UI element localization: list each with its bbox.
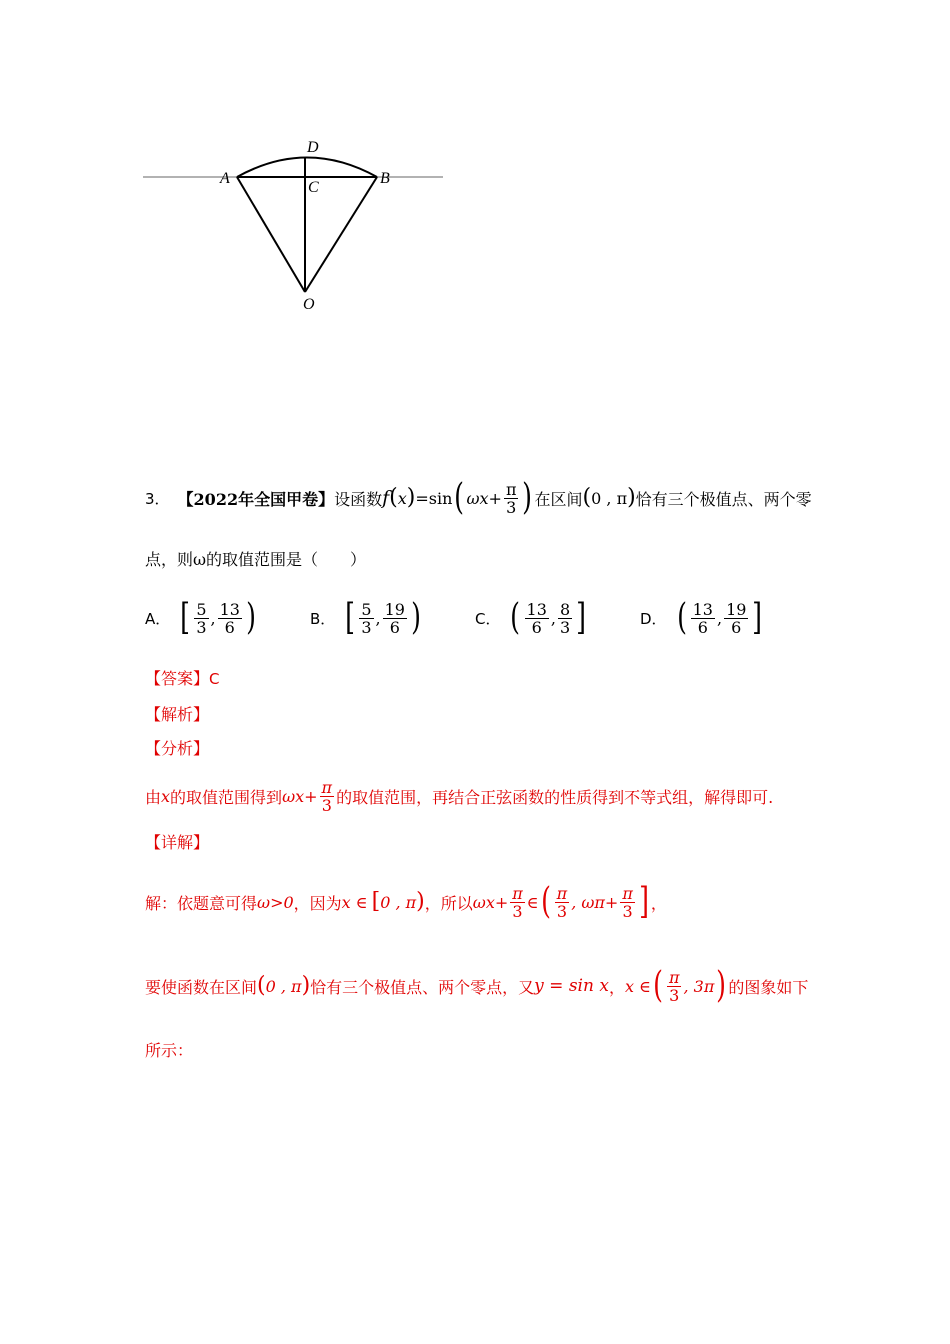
interval-inner: 0 , π [591, 488, 628, 508]
option-d-close: ] [752, 597, 763, 638]
label-d: D [307, 139, 319, 156]
option-d-frac2: $\frac{19}{6}$ [726, 599, 747, 637]
detail2-interval: 0 , π [265, 976, 302, 996]
detail2-p2: 恰有三个极值点、两个零点，又 [310, 977, 535, 997]
option-c-comma: , [550, 608, 556, 628]
pi-over-3: $\frac{\pi}{3}$ [505, 479, 517, 517]
question-number: 3． [145, 489, 170, 508]
label-a: A [220, 170, 230, 187]
detail2-big-close: ) [716, 965, 727, 1006]
option-d-open: ( [676, 597, 687, 638]
interval-open: ( [582, 485, 592, 510]
question-line-2: 点，则ω的取值范围是（ ） [145, 550, 367, 569]
detail1-p3: ，所以 [424, 893, 473, 913]
option-a-close: ) [246, 597, 256, 638]
option-b-open: [ [345, 597, 356, 638]
detail1-interval-close: ) [416, 889, 425, 914]
fenxi-p2: 的取值范围得到 [170, 787, 283, 807]
option-c-frac1: $\frac{13}{6}$ [526, 599, 547, 637]
big-paren-open: ( [454, 477, 465, 518]
label-b: B [380, 170, 390, 187]
detail2-big-open: ( [653, 965, 663, 1006]
arc-adb [237, 158, 377, 178]
text-interval: 在区间 [534, 489, 583, 509]
label-c: C [308, 179, 319, 196]
segment-oa [237, 177, 305, 292]
detail2-comma: ， [608, 977, 625, 997]
detail1-p2: ，因为 [293, 893, 342, 913]
func-x: x [397, 488, 407, 508]
option-b-close: ) [411, 597, 421, 638]
analysis-tag: 【解析】 [145, 705, 210, 724]
option-c-open: ( [510, 597, 521, 638]
eq-sin: =sin [415, 488, 453, 508]
omega-x: ωx+ [466, 488, 502, 508]
option-b-comma: , [375, 608, 381, 628]
option-d-comma: , [716, 608, 723, 628]
question-text1: 设函数 [334, 489, 383, 509]
sector-diagram [140, 130, 450, 320]
paren-open: ( [389, 485, 398, 510]
question-line-1 [145, 474, 812, 522]
detail1-p4: ， [650, 893, 667, 913]
detail1-big-open: ( [540, 881, 551, 922]
option-a-frac1: $\frac{5}{3}$ [196, 599, 207, 637]
detail-line-1 [145, 878, 667, 926]
detail2-p1: 要使函数在区间 [145, 977, 258, 997]
option-b-label: B． [310, 609, 336, 628]
func-f: f [382, 487, 390, 509]
fenxi-line [145, 775, 773, 817]
detail2-pi-over-3: $\frac{\pi}{3}$ [668, 967, 680, 1005]
option-b-frac2: $\frac{19}{6}$ [384, 599, 405, 637]
answer-value: C [209, 670, 220, 688]
detail1-omega-pi: , ωπ+ [571, 892, 619, 912]
detail2-x-in: x ∈ [624, 976, 651, 996]
option-a-open: [ [180, 597, 191, 638]
detail1-x-in: x ∈ [341, 892, 368, 912]
option-d-label: D． [640, 609, 667, 628]
detail1-cond: ω>0 [257, 892, 294, 912]
detail2-p3: 的图象如下 [728, 977, 809, 997]
detail1-p1: 解：依题意可得 [145, 893, 258, 913]
detail1-omega-x: ωx+ [472, 892, 509, 912]
big-paren-close: ) [522, 477, 533, 518]
option-c-frac2: $\frac{8}{3}$ [559, 599, 571, 637]
option-a[interactable] [145, 594, 258, 642]
detail1-interval: 0 , π [380, 892, 417, 912]
detail1-in: ∈ [526, 892, 539, 912]
option-b-frac1: $\frac{5}{3}$ [361, 599, 372, 637]
option-b[interactable] [310, 594, 423, 642]
detail2-interval-open: ( [257, 973, 266, 998]
detail2-interval-close: ) [301, 973, 311, 998]
detail-tag: 【详解】 [145, 833, 210, 852]
detail-line-2 [145, 962, 808, 1010]
paren-close: ) [406, 485, 416, 510]
fenxi-p3: 的取值范围，再结合正弦函数的性质得到不等式组，解得即可. [336, 787, 774, 807]
option-c-label: C． [475, 609, 501, 628]
fenxi-pi-over-3: $\frac{\pi}{3}$ [321, 777, 333, 815]
fenxi-x: x [161, 786, 171, 806]
option-a-frac2: $\frac{13}{6}$ [219, 599, 240, 637]
detail1-interval-open: [ [371, 889, 381, 914]
detail1-pi-over-3-a: $\frac{\pi}{3}$ [512, 883, 523, 921]
detail1-big-close: ] [638, 881, 649, 922]
detail1-pi-over-3-b: $\frac{\pi}{3}$ [556, 883, 568, 921]
detail2-three-pi: , 3π [683, 976, 715, 996]
detail2-ysin: y = sin x [534, 976, 609, 996]
question-text2: 恰有三个极值点、两个零 [635, 489, 812, 509]
interval-close: ) [627, 485, 636, 510]
option-c-close: ] [576, 597, 587, 638]
option-c[interactable] [475, 594, 588, 642]
fenxi-p1: 由 [145, 787, 162, 807]
fenxi-tag: 【分析】 [145, 739, 210, 758]
option-a-label: A． [145, 609, 171, 628]
option-a-comma: , [210, 608, 216, 628]
answer-line [145, 669, 220, 689]
option-d[interactable] [640, 594, 764, 642]
option-d-frac1: $\frac{13}{6}$ [692, 599, 713, 637]
answer-tag: 【答案】 [145, 669, 210, 688]
question-source: 【2022年全国甲卷】 [177, 489, 335, 509]
detail1-pi-over-3-c: $\frac{\pi}{3}$ [622, 883, 633, 921]
label-o: O [303, 296, 315, 313]
detail-line-3: 所示： [145, 1041, 194, 1060]
fenxi-omega-x: ωx+ [282, 786, 318, 806]
